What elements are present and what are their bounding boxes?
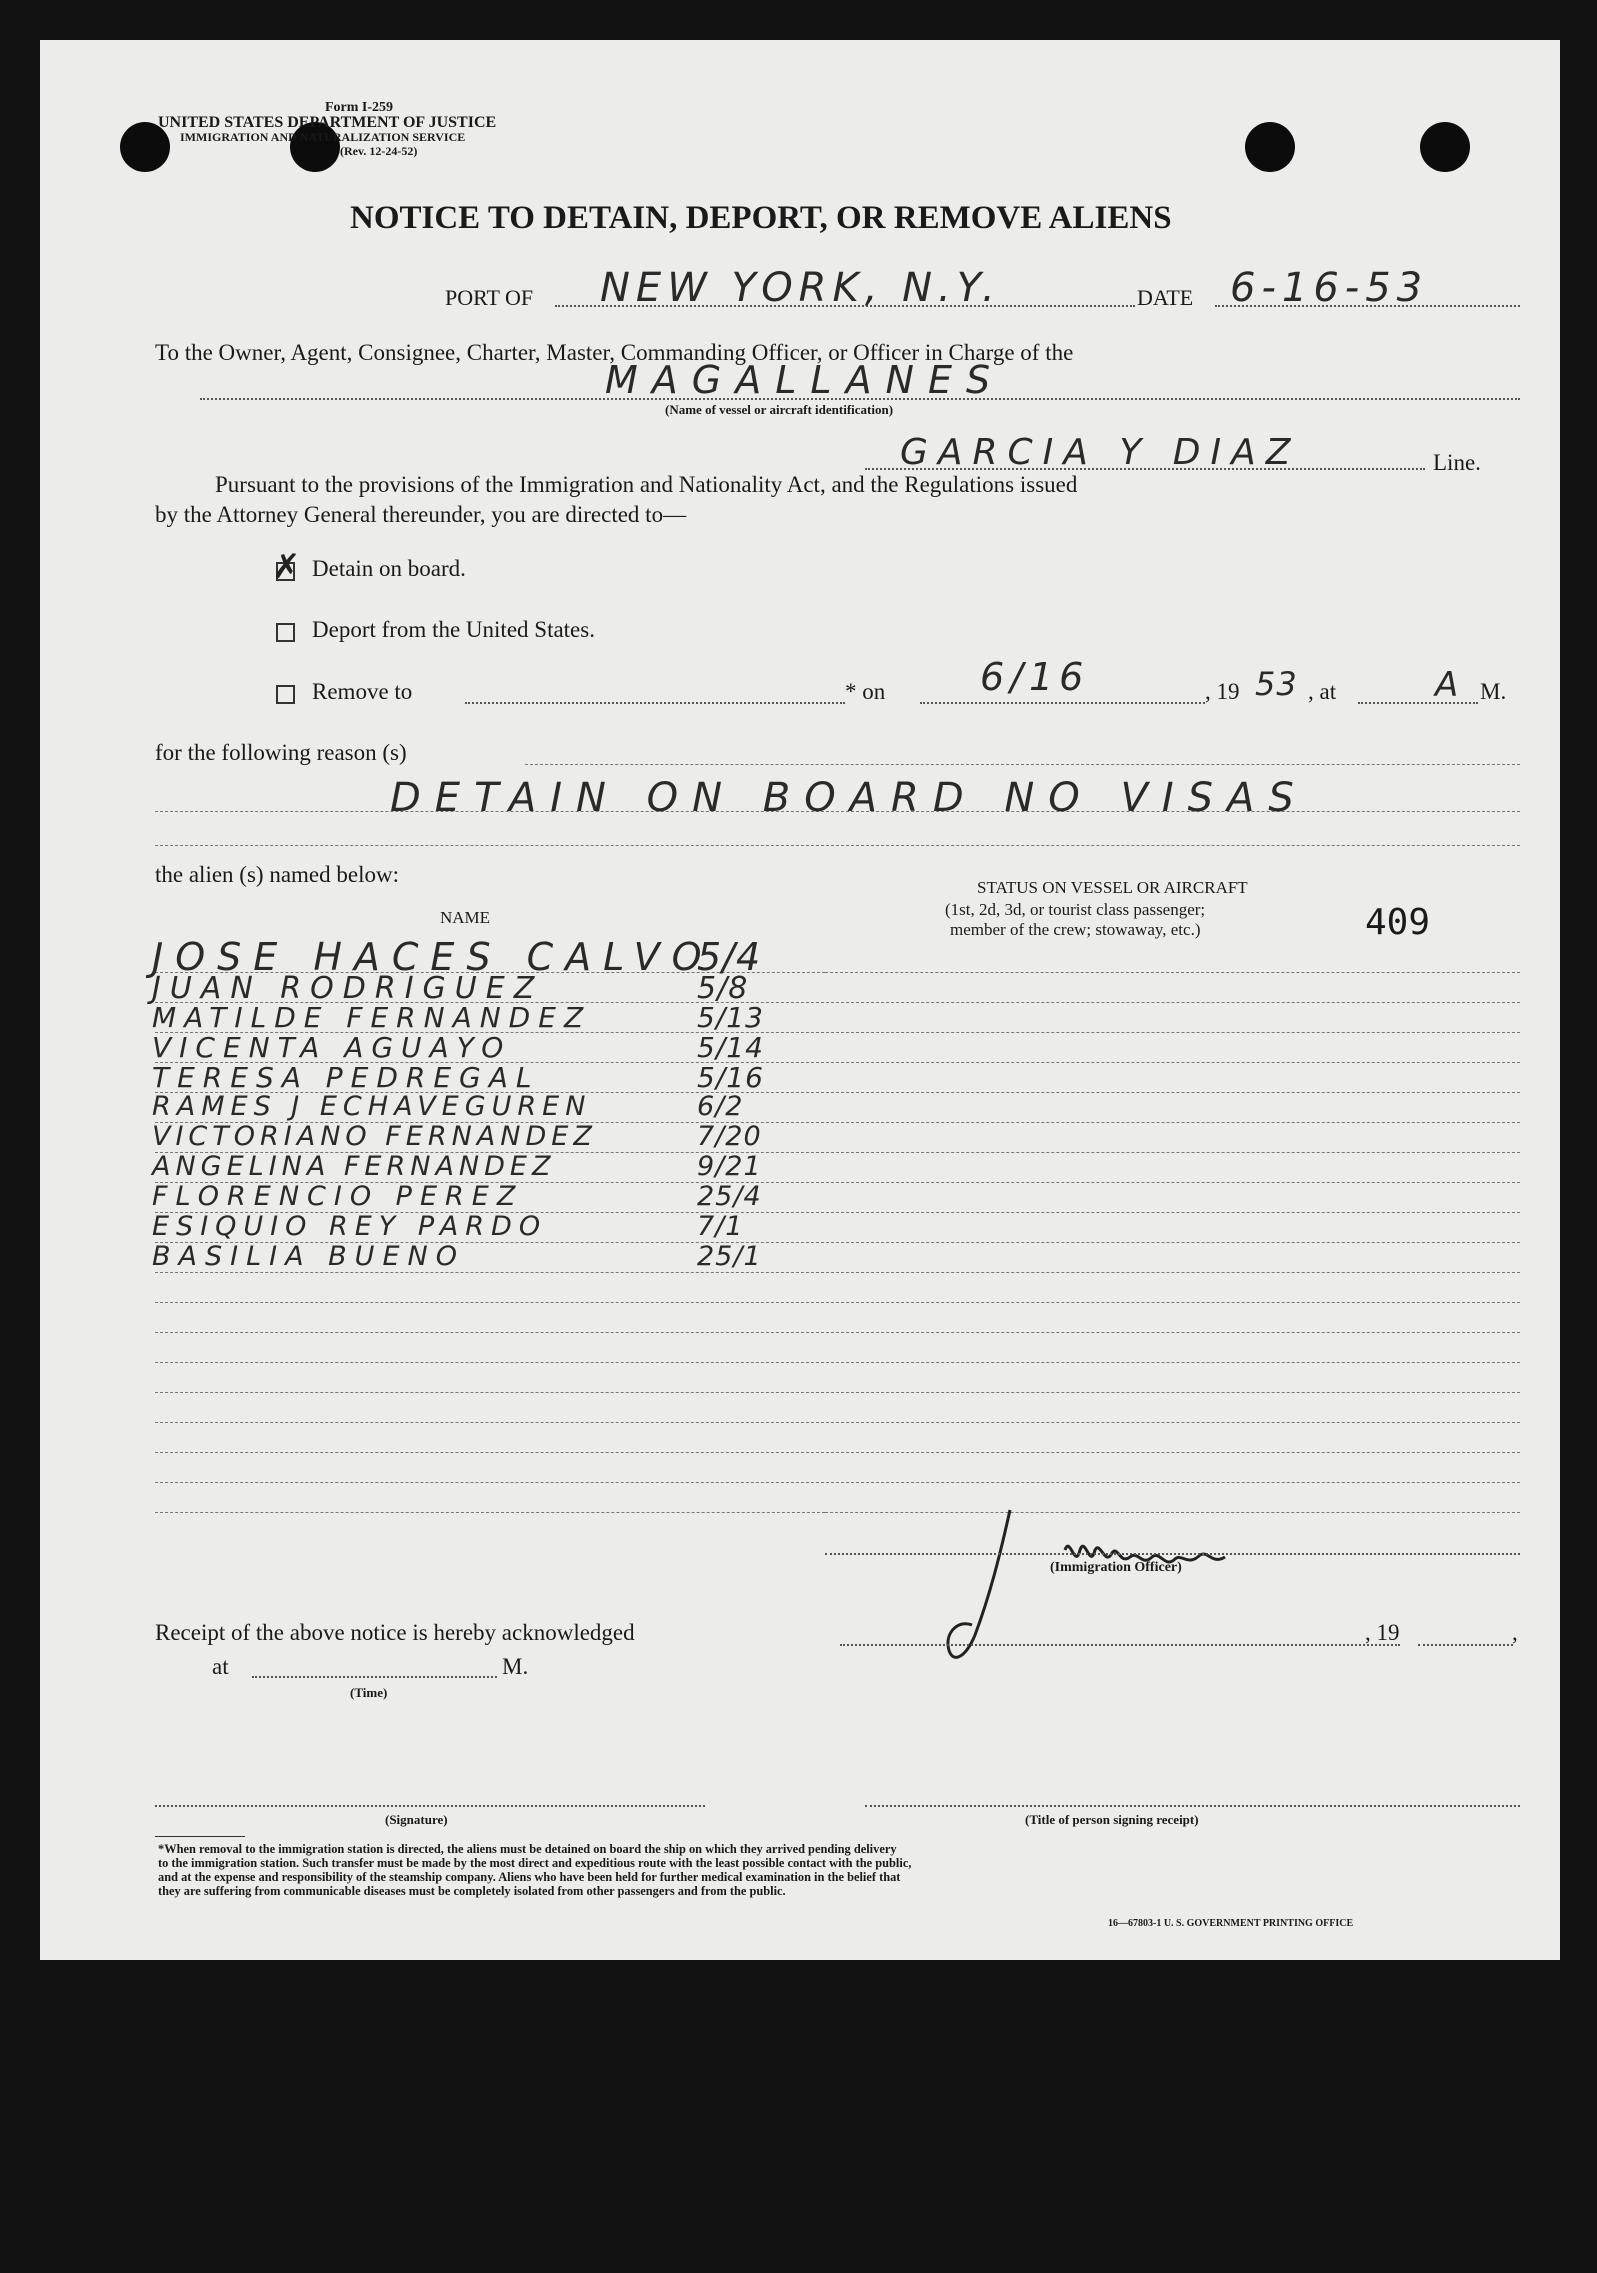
alien-code: 5/14 [697,1031,764,1064]
steamship-line: GARCIA Y DIAZ [900,432,1301,473]
alien-entry [152,1241,762,1272]
alien-code: 5/8 [697,971,749,1006]
port-label: PORT OF [445,285,534,310]
alien-code: 25/4 [697,1181,762,1212]
remove-label: Remove to [312,679,413,704]
receipt-year-prefix: , 19 [1365,1620,1400,1645]
date-value: 6-16-53 [1230,265,1429,311]
alien-name: TERESA PEDREGAL [152,1061,540,1094]
vessel-caption: (Name of vessel or aircraft identification) [665,402,894,417]
time-caption: (Time) [350,1685,388,1700]
remove-time: A [1435,665,1465,705]
alien-code: 5/13 [697,1001,764,1034]
punch-hole [1245,122,1295,172]
date-label: DATE [1137,285,1194,310]
officer-signature [920,1495,1280,1675]
remove-m-label: M. [1480,679,1507,704]
form-page [40,40,1560,1960]
form-title: NOTICE TO DETAIN, DEPORT, OR REMOVE ALIENS [350,200,1172,236]
line-label: Line. [1433,450,1481,475]
alien-name: JUAN RODRIGUEZ [152,971,544,1006]
alien-name: ANGELINA FERNANDEZ [152,1151,556,1182]
alien-code: 5/4 [697,935,762,979]
footnote-line-4: they are suffering from communicable diseases must be completely isolated from other passengers and from the public. [158,1884,786,1898]
reason-label: for the following reason (s) [155,740,407,765]
reason-value: DETAIN ON BOARD NO VISAS [390,775,1308,821]
alien-entry [152,1151,762,1182]
footnote-line-2: to the immigration station. Such transfer must be made by the most direct and expeditious route with the least possible contact with the public, [158,1856,912,1870]
revision: (Rev. 12-24-52) [340,144,418,158]
alien-name: FLORENCIO PEREZ [152,1181,524,1212]
detain-checkbox[interactable] [272,547,301,587]
title-caption: (Title of person signing receipt) [1025,1812,1199,1827]
alien-name: JOSE HACES CALVO [152,935,714,979]
alien-code: 5/16 [697,1061,764,1094]
remove-year: 53 [1255,665,1298,703]
alien-name: BASILIA BUENO [152,1241,465,1272]
remove-year-prefix: , 19 [1205,679,1240,704]
name-column-header: NAME [440,908,491,927]
alien-entry [152,1121,762,1152]
status-header-line2: member of the crew; stowaway, etc.) [950,920,1201,939]
punch-hole [1420,122,1470,172]
status-value: 409 [1365,902,1431,943]
aliens-label: the alien (s) named below: [155,862,399,887]
footnote-line-1: *When removal to the immigration station is directed, the aliens must be detained on board the ship on which they arrived pending delivery [158,1842,897,1856]
receipt-text: Receipt of the above notice is hereby acknowledged [155,1620,635,1645]
detain-label: Detain on board. [312,556,466,581]
vessel-name: MAGALLANES [605,358,1005,402]
alien-entry [152,1181,762,1212]
check-mark-icon: ✗ [272,547,301,587]
signature-caption: (Signature) [385,1812,448,1827]
alien-name: VICTORIANO FERNANDEZ [152,1121,597,1152]
form-number: Form I-259 [325,100,394,115]
alien-entry [152,1091,744,1122]
alien-entry [152,1031,764,1064]
alien-code: 6/2 [697,1091,744,1122]
deport-label: Deport from the United States. [312,617,595,642]
alien-code: 9/21 [697,1151,762,1182]
receipt-year-suffix: , [1512,1620,1518,1645]
alien-code: 7/20 [697,1121,762,1152]
remove-at-label: , at [1308,679,1337,704]
pursuant-text-1: Pursuant to the provisions of the Immigration and Nationality Act, and the Regulations issued [215,472,1078,497]
alien-name: MATILDE FERNANDEZ [152,1001,592,1034]
alien-code: 25/1 [697,1241,762,1272]
remove-on-date: 6/16 [980,655,1090,699]
remove-checkbox[interactable] [276,685,295,704]
service-name: IMMIGRATION AND NATURALIZATION SERVICE [180,130,466,144]
status-header-title: STATUS ON VESSEL OR AIRCRAFT [977,878,1248,897]
receipt-m-label: M. [502,1654,529,1679]
alien-name: RAMES J ECHAVEGUREN [152,1091,592,1122]
port-value: NEW YORK, N.Y. [600,265,1001,311]
addressee-text: To the Owner, Agent, Consignee, Charter, Master, Commanding Officer, or Officer in Charge of the [155,340,1074,365]
footnote-line-3: and at the expense and responsibility of the steamship company. Aliens who have been held for further medical examination in the belief that [158,1870,901,1884]
alien-entry [152,1061,764,1094]
status-header-line1: (1st, 2d, 3d, or tourist class passenger; [945,900,1206,919]
pursuant-text-2: by the Attorney General thereunder, you are directed to— [155,502,687,527]
alien-code: 7/1 [697,1211,744,1242]
alien-name: VICENTA AGUAYO [152,1031,512,1064]
printer-imprint: 16—67803-1 U. S. GOVERNMENT PRINTING OFFICE [1108,1918,1354,1929]
deport-checkbox[interactable] [276,623,295,642]
department-name: UNITED STATES DEPARTMENT OF JUSTICE [158,114,497,131]
officer-caption: (Immigration Officer) [1050,1560,1182,1575]
alien-name: ESIQUIO REY PARDO [152,1211,548,1242]
receipt-at-label: at [212,1654,229,1679]
alien-entry [152,1211,744,1242]
remove-on-label: * on [845,679,886,704]
alien-entry [152,1001,764,1034]
